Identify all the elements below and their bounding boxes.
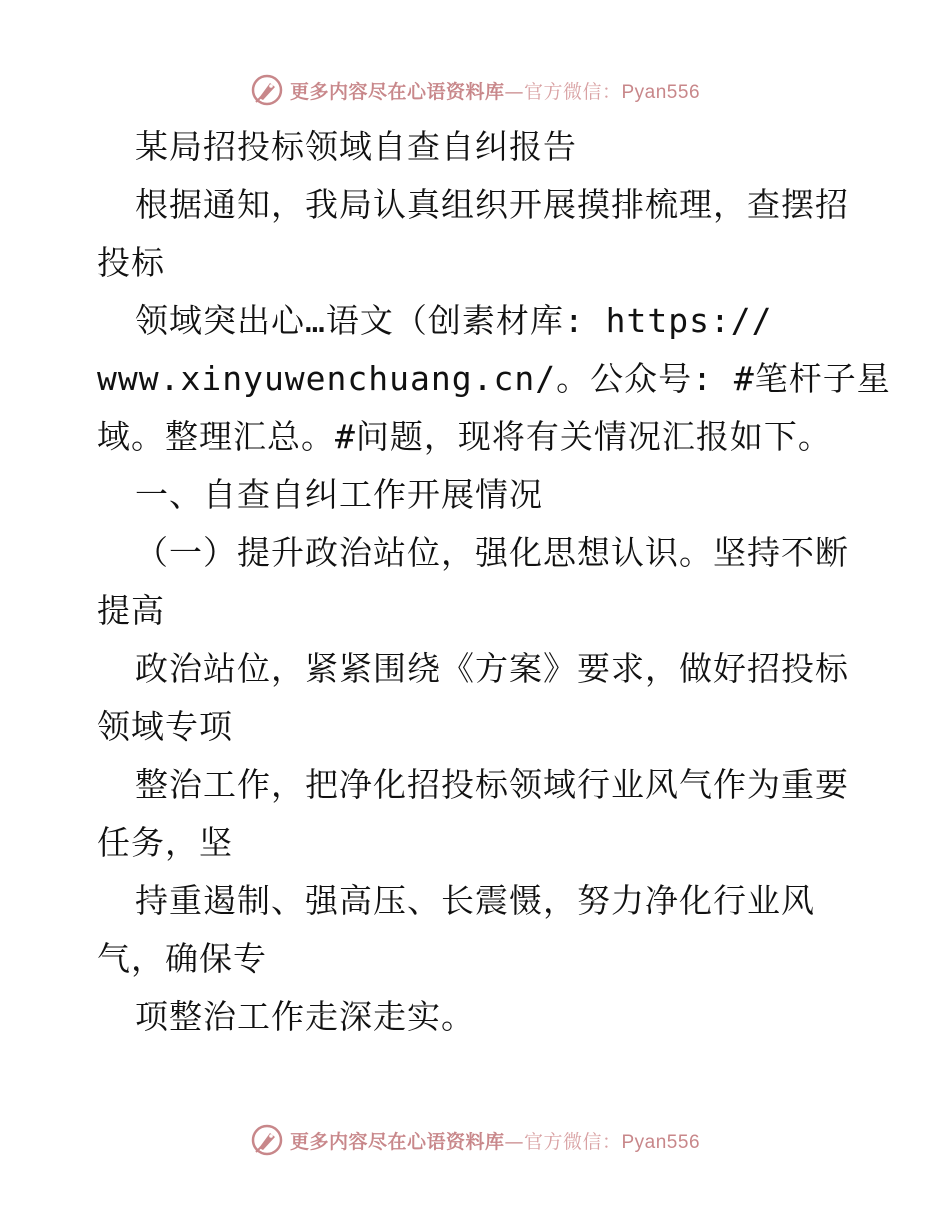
text-line: 任务，坚 — [97, 823, 233, 862]
text-line: 项整治工作走深走实。 — [135, 997, 475, 1036]
watermark-text — [290, 77, 700, 104]
watermark-text — [290, 1127, 700, 1154]
watermark-account: Pyan556 — [621, 1131, 701, 1153]
watermark-wechat-label: 官方微信： — [523, 1130, 622, 1153]
watermark-wechat-label: 官方微信： — [523, 80, 622, 103]
text-line: 投标 — [97, 243, 165, 282]
watermark-separator: — — [504, 1130, 524, 1153]
watermark-site: 更多内容尽在心语资料库 — [289, 1130, 505, 1153]
text-line: 整治工作，把净化招投标领域行业风气作为重要 — [135, 765, 849, 804]
watermark-separator: — — [504, 80, 524, 103]
watermark-account: Pyan556 — [621, 81, 701, 103]
text-line: 政治站位，紧紧围绕《方案》要求，做好招投标 — [135, 649, 849, 688]
text-line: （一）提升政治站位，强化思想认识。坚持不断 — [135, 533, 849, 572]
pen-nib-icon — [250, 1123, 284, 1157]
text-line: 气，确保专 — [97, 939, 267, 978]
text-line: 根据通知，我局认真组织开展摸排梳理，查摆招 — [135, 185, 849, 224]
watermark-site: 更多内容尽在心语资料库 — [289, 80, 505, 103]
header-watermark — [0, 70, 950, 110]
text-line: 提高 — [97, 591, 165, 630]
text-line: 一、自查自纠工作开展情况 — [135, 475, 543, 514]
text-line: www.xinyuwenchuang.cn/。公众号: #笔杆子星 — [97, 359, 891, 398]
text-line: 某局招投标领域自查自纠报告 — [135, 127, 577, 166]
document-body — [97, 118, 891, 1046]
text-line: 领域专项 — [97, 707, 233, 746]
text-line: 持重遏制、强高压、长震慑，努力净化行业风 — [135, 881, 815, 920]
text-line: 领域突出心…语文（创素材库: https:// — [135, 301, 773, 340]
text-line: 域。整理汇总。#问题，现将有关情况汇报如下。 — [97, 417, 832, 456]
pen-nib-icon — [250, 73, 284, 107]
footer-watermark — [0, 1120, 950, 1160]
